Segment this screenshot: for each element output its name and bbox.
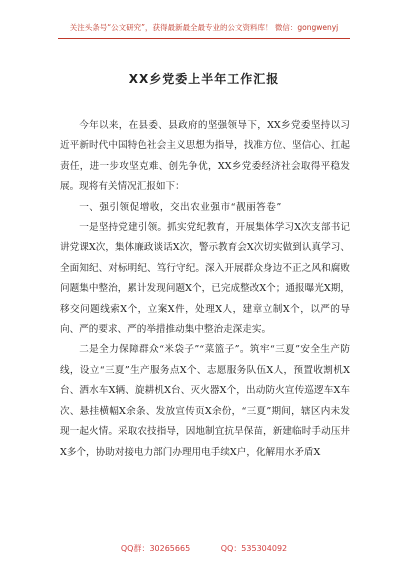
footer-qq: QQ：535304092 xyxy=(220,544,288,553)
header-divider xyxy=(58,38,350,39)
section-heading: 一、强引领促增收，交出农业强市“靓丽答卷” xyxy=(79,201,282,213)
document-title: XX乡党委上半年工作汇报 xyxy=(128,72,280,86)
footer-contact xyxy=(0,543,408,554)
document-body xyxy=(60,116,350,463)
intro-paragraph: 今年以来，在县委、县政府的坚强领导下，XX乡党委坚持以习近平新时代中国特色社会主义思想为指导，找准方位、坚信心、扛起责任，进一步攻坚克难、创先争优，XX乡党委经济社会取得平稳发展。现将有关情况汇报如下： xyxy=(60,120,350,193)
header-promo-note: 关注头条号“公文研究”，获得最新最全最专业的公文资料库！ 微信：gongwenyj xyxy=(69,23,339,32)
body-paragraph: 一是坚持党建引领。抓实党纪教育，开展集体学习X次支部书记讲党课X次，集体廉政谈话X次，警示教育会X次切实做到认真学习、全面知纪、对标明纪、笃行守纪。深入开展群众身边不正之风和腐败问题集中整治，累计发现问题X个，已完成整改X个；通报曝光X期，移交问题线索X个，立案X件，处理X人，建章立制X个，以严的导向、严的要求、严的举措推动集中整治走深走实。 xyxy=(60,222,350,336)
body-paragraph: 二是全力保障群众“米袋子”“菜篮子”。筑牢“三夏”安全生产防线，设立“三夏”生产服务点X个、志愿服务队伍X人，预置收割机X台、洒水车X辆、旋耕机X台、灭火器X个，出动防火宣传巡逻车X车次、悬挂横幅X余条、发放宣传页X余份，“三夏”期间，辖区内未发现一起火情。采取农技指导，因地制宜抗旱保苗，新建临时手动压井X多个，协助对接电力部门办理用电手续X户，化解用水矛盾X xyxy=(60,344,350,458)
footer-qq-group: QQ群：30265665 xyxy=(120,544,191,553)
